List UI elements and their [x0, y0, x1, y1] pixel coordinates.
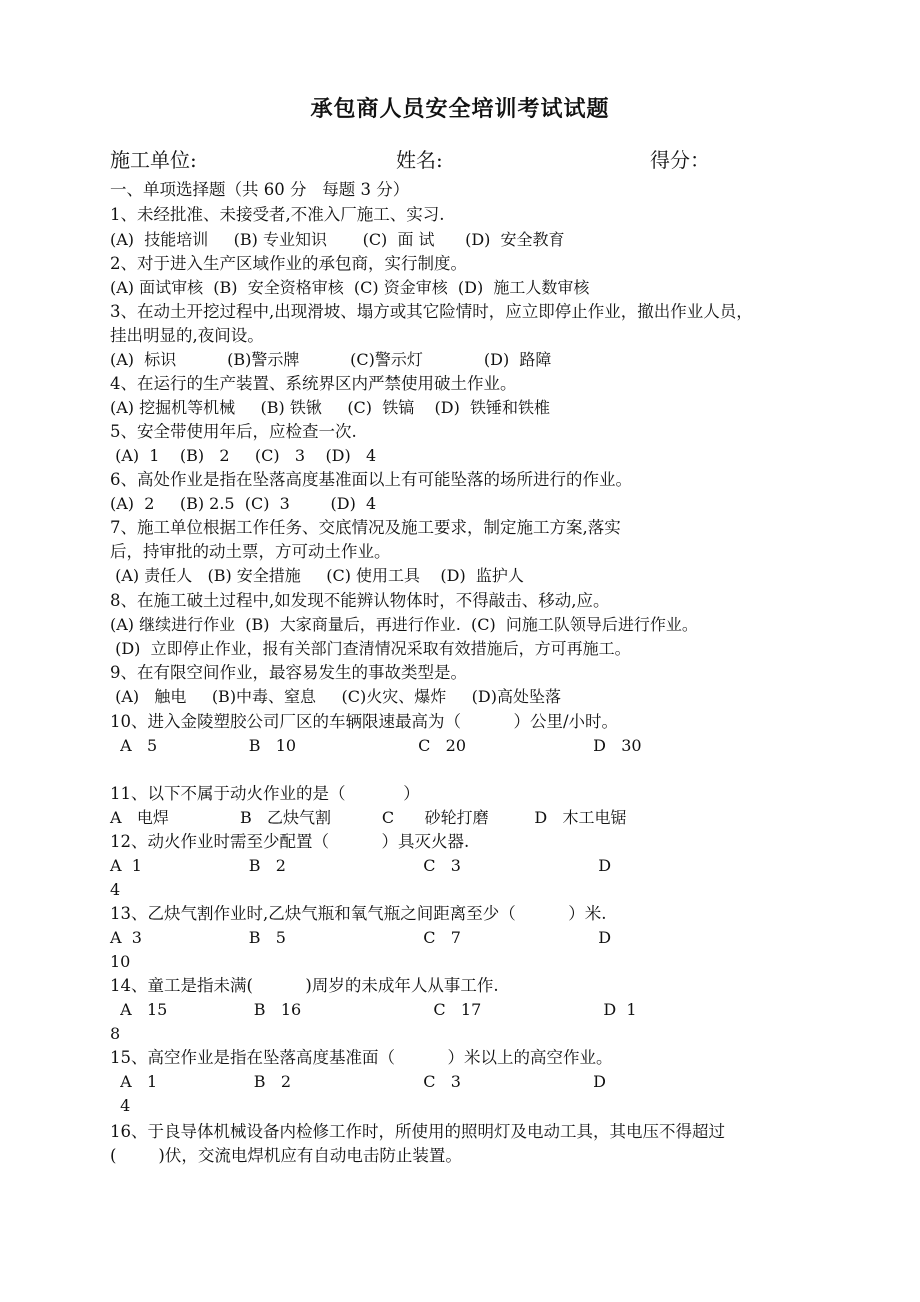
- options-line: A 5 B 10 C 20 D 30: [110, 736, 642, 755]
- options-line: A 电焊 B 乙炔气割 C 砂轮打磨 D 木工电锯: [110, 808, 627, 827]
- question-line: 5、安全带使用年后，应检查一次.: [110, 422, 357, 441]
- score-label: 得分：: [650, 148, 710, 172]
- question-line: 11、以下不属于动火作业的是（ ）: [110, 784, 420, 803]
- options-line: A 15 B 16 C 17 D 1: [110, 1000, 637, 1019]
- name-label: 姓名:: [396, 148, 443, 172]
- question-line: 6、高处作业是指在坠落高度基准面以上有可能坠落的场所进行的作业。: [110, 470, 632, 489]
- options-line: (A) 技能培训 (B) 专业知识 (C) 面 试 (D) 安全教育: [110, 230, 565, 249]
- options-line: 4: [110, 1096, 131, 1115]
- question-line: 1、未经批准、未接受者,不准入厂施工、实习.: [110, 205, 445, 224]
- page-title: 承包商人员安全培训考试试题: [310, 96, 610, 122]
- section-heading: 一、单项选择题（共 60 分 每题 3 分）: [110, 180, 410, 199]
- options-line: (A) 面试审核 (B) 安全资格审核 (C) 资金审核 (D) 施工人数审核: [110, 278, 590, 297]
- options-line: 4: [110, 880, 121, 899]
- options-line: 10: [110, 952, 131, 971]
- question-line: 3、在动土开挖过程中,出现滑坡、塌方或其它险情时，应立即停止作业，撤出作业人员，: [110, 302, 753, 321]
- options-line: A 1 B 2 C 3 D: [110, 856, 612, 875]
- options-line: (A) 标识 (B)警示牌 (C)警示灯 (D) 路障: [110, 350, 552, 369]
- options-line: (A) 1 (B) 2 (C) 3 (D) 4: [110, 446, 377, 465]
- options-line: (A) 2 (B) 2.5 (C) 3 (D) 4: [110, 494, 377, 513]
- options-line: 8: [110, 1024, 121, 1043]
- options-line: (D) 立即停止作业，报有关部门查清情况采取有效措施后，方可再施工。: [110, 639, 631, 658]
- question-line: 9、在有限空间作业，最容易发生的事故类型是。: [110, 663, 467, 682]
- question-line: 12、动火作业时需至少配置（ ）具灭火器.: [110, 832, 470, 851]
- question-line: ( )伏，交流电焊机应有自动电击防止装置。: [110, 1146, 462, 1165]
- question-line: 7、施工单位根据工作任务、交底情况及施工要求，制定施工方案,落实: [110, 518, 621, 537]
- options-line: A 3 B 5 C 7 D: [110, 928, 612, 947]
- options-line: A 1 B 2 C 3 D: [110, 1072, 606, 1091]
- question-line: 8、在施工破土过程中,如发现不能辨认物体时，不得敲击、移动,应。: [110, 591, 610, 610]
- question-line: 后，持审批的动土票，方可动土作业。: [110, 542, 391, 561]
- options-line: (A) 挖掘机等机械 (B) 铁锹 (C) 铁镐 (D) 铁锤和铁椎: [110, 398, 551, 417]
- question-line: 4、在运行的生产装置、系统界区内严禁使用破土作业。: [110, 374, 517, 393]
- question-line: 10、进入金陵塑胶公司厂区的车辆限速最高为（ ）公里/小时。: [110, 712, 619, 731]
- construction-unit-label: 施工单位:: [110, 148, 197, 172]
- question-line: 13、乙炔气割作业时,乙炔气瓶和氧气瓶之间距离至少（ ）米.: [110, 904, 607, 923]
- question-line: 14、童工是指未满( )周岁的未成年人从事工作.: [110, 976, 499, 995]
- options-line: (A) 触电 (B)中毒、窒息 (C)火灾、爆炸 (D)高处坠落: [110, 687, 561, 706]
- options-line: (A) 责任人 (B) 安全措施 (C) 使用工具 (D) 监护人: [110, 566, 524, 585]
- options-line: (A) 继续进行作业 (B) 大家商量后，再进行作业. (C) 问施工队领导后进行作业。: [110, 615, 698, 634]
- question-line: 2、对于进入生产区域作业的承包商，实行制度。: [110, 254, 467, 273]
- question-line: 16、于良导体机械设备内检修工作时，所使用的照明灯及电动工具，其电压不得超过: [110, 1122, 725, 1141]
- question-line: 15、高空作业是指在坠落高度基准面（ ）米以上的高空作业。: [110, 1048, 613, 1067]
- question-line: 挂出明显的,夜间设。: [110, 326, 264, 345]
